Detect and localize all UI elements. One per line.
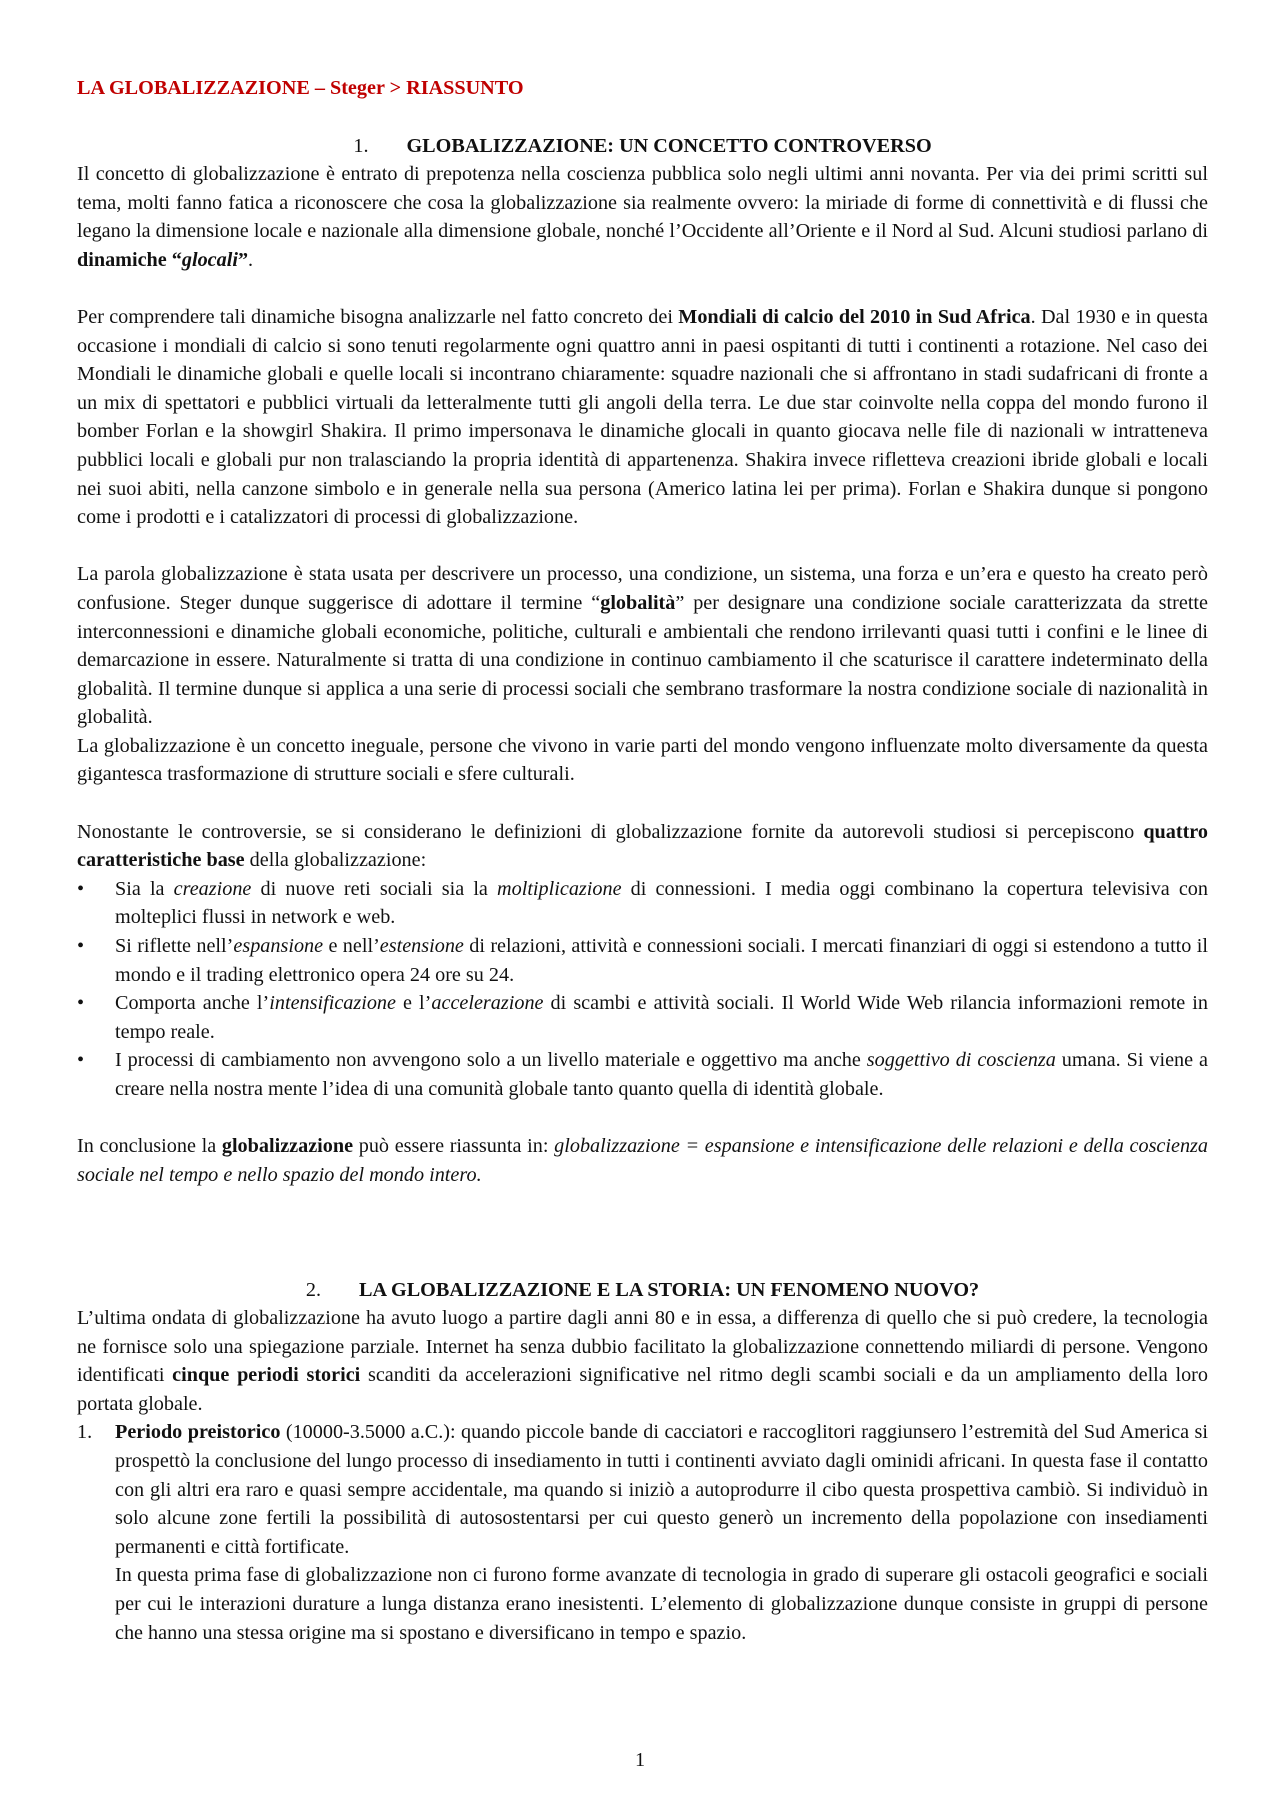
paragraph: L’ultima ondata di globalizzazione ha avuto luogo a partire dagli anni 80 e in essa, a differenza di quello che si può credere, la tecnologia ne fornisce solo una spiegazione parziale. Internet ha senza dubbio facilitato la globalizzazione connettendo miliardi di persone. Vengono identificati cinque periodi storici scanditi da accelerazioni significative nel ritmo degli scambi sociali e da un ampliamento della loro portata globale. bbox=[77, 1307, 1208, 1415]
section-1-body bbox=[77, 160, 1208, 1189]
section-2-body bbox=[77, 1304, 1208, 1647]
paragraph: La parola globalizzazione è stata usata per descrivere un processo, una condizione, un sistema, una forza e un’era e questo ha creato però confusione. Steger dunque suggerisce di adottare il termine “globalità” per designare una condizione sociale caratterizzata da strette interconnessioni e dinamiche globali economiche, politiche, culturali e ambientali che rendono irrilevanti quasi tutti i confini e le linee di demarcazione in essere. Naturalmente si tratta di una condizione in continuo cambiamento il che scaturisce il carattere indeterminato della globalità. Il termine dunque si applica a una serie di processi sociali che sembrano trasformare la nostra condizione sociale di nazionalità in globalità. bbox=[77, 563, 1208, 729]
historical-periods-list bbox=[77, 1418, 1208, 1647]
bold-term: cinque periodi storici bbox=[172, 1364, 361, 1387]
characteristics-list bbox=[77, 875, 1208, 1104]
bullet-marker: • bbox=[77, 1049, 85, 1072]
list-item: 1. Periodo preistorico (10000-3.5000 a.C.): quando piccole bande di cacciatori e raccoglitori raggiunsero l’estremità del Sud America si prospettò la conclusione del lungo processo di insediamento in tutti i continenti avviato dagli ominidi africani. In questa fase il contatto con gli altri era raro e quasi sempre accidentale, ma quando si iniziò a autoprodurre il cibo questa prospettiva cambiò. Si individuò in solo alcune zone fertili la possibilità di autosostentarsi per cui questo generò un incremento della popolazione con insediamenti permanenti e città fortificate. In questa prima fase di globalizzazione non ci furono forme avanzate di tecnologia in grado di superare gli ostacoli geografici e sociali per cui le interazioni durature a lunga distanza erano inesistenti. L’elemento di globalizzazione dunque consiste in gruppi di persone che hanno una stessa origine ma si spostano e diversificano in tempo e spazio. bbox=[77, 1418, 1208, 1647]
section-2-number: 2. bbox=[305, 1279, 322, 1301]
list-item: • Comporta anche l’intensificazione e l’accelerazione di scambi e attività sociali. Il World Wide Web rilancia informazioni remote in tempo reale. bbox=[77, 989, 1208, 1046]
section-1-heading bbox=[77, 132, 1208, 161]
section-1-number: 1. bbox=[353, 135, 369, 157]
bullet-marker: • bbox=[77, 992, 85, 1015]
list-number: 1. bbox=[77, 1421, 93, 1444]
bold-term: quattro caratteristiche base bbox=[77, 820, 1208, 872]
page-number: 1 bbox=[634, 1749, 646, 1771]
list-item: • I processi di cambiamento non avvengono solo a un livello materiale e oggettivo ma anche soggettivo di coscienza umana. Si viene a creare nella nostra mente l’idea di una comunità globale tanto quanto quella di identità globale. bbox=[77, 1046, 1208, 1103]
paragraph: In conclusione la globalizzazione può essere riassunta in: globalizzazione = espansione e intensificazione delle relazioni e della coscienza sociale nel tempo e nello spazio del mondo intero. bbox=[77, 1135, 1208, 1186]
bullet-marker: • bbox=[77, 877, 85, 900]
bold-term: dinamiche “glocali” bbox=[77, 248, 249, 271]
list-item: • Si riflette nell’espansione e nell’estensione di relazioni, attività e connessioni sociali. I mercati finanziari di oggi si estendono a tutto il mondo e il trading elettronico opera 24 ore su 24. bbox=[77, 932, 1208, 989]
section-2-title: LA GLOBALIZZAZIONE E LA STORIA: UN FENOMENO NUOVO? bbox=[359, 1279, 980, 1301]
bold-term: globalità bbox=[600, 591, 676, 614]
section-1-title: GLOBALIZZAZIONE: UN CONCETTO CONTROVERSO bbox=[406, 135, 932, 157]
paragraph: Per comprendere tali dinamiche bisogna analizzarle nel fatto concreto dei Mondiali di calcio del 2010 in Sud Africa. Dal 1930 e in questa occasione i mondiali di calcio si sono tenuti regolarmente ogni quattro anni in paesi ospitanti di tutti i continenti a rotazione. Nel caso dei Mondiali le dinamiche globali e quelle locali si incontrano chiaramente: squadre nazionali che si affrontano in stadi sudafricani di fronte a un mix di spettatori e pubblici virtuali da letteralmente tutti gli angoli della terra. Le due star coinvolte nella coppa del mondo furono il bomber Forlan e la showgirl Shakira. Il primo impersonava le dinamiche glocali in quanto giocava nelle file di nazionali w intratteneva pubblici locali e globali pur non tralasciando la propria identità di appartenenza. Shakira invece rifletteva creazioni ibride globali e locali nei suoi abiti, nella canzone simbolo e in generale nella sua persona (Americo latina lei per prima). Forlan e Shakira dunque si pongono come i prodotti e i catalizzatori di processi di globalizzazione. bbox=[77, 305, 1208, 529]
paragraph: Nonostante le controversie, se si considerano le definizioni di globalizzazione fornite da autorevoli studiosi si percepiscono quattro caratteristiche base della globalizzazione: bbox=[77, 820, 1208, 872]
section-2-heading bbox=[77, 1276, 1208, 1305]
bold-term: Mondiali di calcio del 2010 in Sud Africa bbox=[678, 305, 1031, 328]
paragraph: La globalizzazione è un concetto ineguale, persone che vivono in varie parti del mondo vengono influenzate molto diversamente da questa gigantesca trasformazione di strutture sociali e sfere culturali. bbox=[77, 734, 1208, 786]
bold-term: Periodo preistorico bbox=[115, 1421, 281, 1444]
paragraph: Il concetto di globalizzazione è entrato di prepotenza nella coscienza pubblica solo negli ultimi anni novanta. Per via dei primi scritti sul tema, molti fanno fatica a riconoscere che cosa la globalizzazione sia realmente ovvero: la miriade di forme di connettività e di flussi che legano la dimensione locale e nazionale alla dimensione globale, nonché l’Occidente all’Oriente e il Nord al Sud. Alcuni studiosi parlano di dinamiche “glocali”. bbox=[77, 163, 1208, 271]
document-title: LA GLOBALIZZAZIONE – Steger > RIASSUNTO bbox=[77, 77, 524, 99]
bullet-marker: • bbox=[77, 935, 85, 958]
list-item: • Sia la creazione di nuove reti sociali sia la moltiplicazione di connessioni. I media oggi combinano la copertura televisiva con molteplici flussi in network e web. bbox=[77, 875, 1208, 932]
definition-formula: globalizzazione = espansione e intensificazione delle relazioni e della coscienza sociale nel tempo e nello spazio del mondo intero. bbox=[77, 1135, 1208, 1186]
bold-term: globalizzazione bbox=[221, 1135, 354, 1158]
